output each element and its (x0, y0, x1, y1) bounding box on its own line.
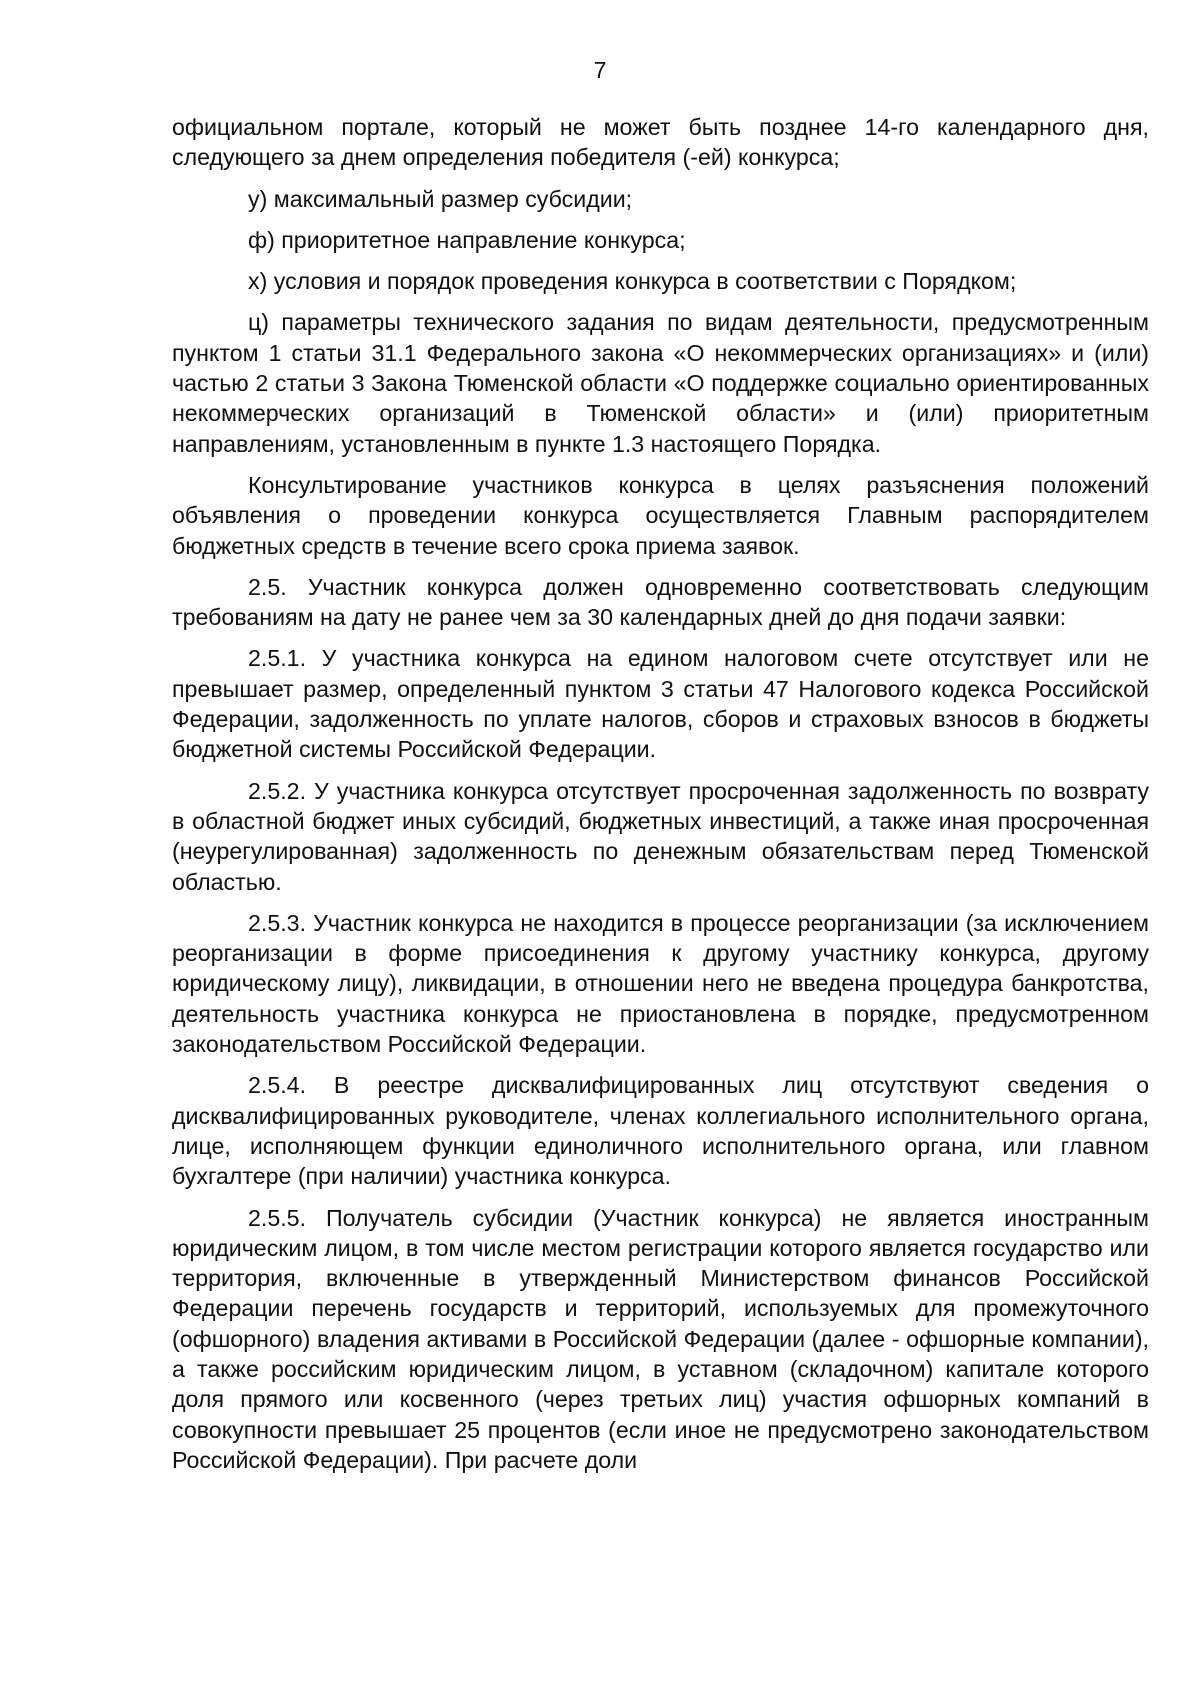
paragraph-consulting: Консультирование участников конкурса в целях разъяснения положений объявления о проведении конкурса осуществляется Главным распорядителем бюджетных средств в течение всего срока приема заявок. (172, 471, 1149, 559)
paragraph-2-5-2: 2.5.2. У участника конкурса отсутствует просроченная задолженность по возврату в областной бюджет иных субсидий, бюджетных инвестиций, а также иная просроченная (неурегулированная) задолженность по денежным обязательствам перед Тюменской областью. (172, 777, 1149, 895)
paragraph-2-5-1: 2.5.1. У участника конкурса на едином налоговом счете отсутствует или не превышает размер, определенный пунктом 3 статьи 47 Налогового кодекса Российской Федерации, задолженность по уплате налогов, сборов и страховых взносов в бюджеты бюджетной системы Российской Федерации. (172, 645, 1149, 763)
document-body (172, 112, 1149, 1486)
paragraph-2-5: 2.5. Участник конкурса должен одновременно соответствовать следующим требованиям на дату не ранее чем за 30 календарных дней до дня подачи заявки: (172, 573, 1149, 631)
page-number: 7 (593, 57, 607, 83)
paragraph-item-u: у) максимальный размер субсидии; (248, 185, 633, 212)
paragraph-continuation: официальном портале, который не может быть позднее 14-го календарного дня, следующего за днем определения победителя (-ей) конкурса; (172, 114, 1149, 171)
paragraph-2-5-4: 2.5.4. В реестре дисквалифицированных лиц отсутствуют сведения о дисквалифицированных руководителе, членах коллегиального исполнительного органа, лице, исполняющем функции единоличного исполнительного органа, или главном бухгалтере (при наличии) участника конкурса. (172, 1072, 1149, 1190)
paragraph-item-kh: х) условия и порядок проведения конкурса в соответствии с Порядком; (248, 268, 1017, 295)
paragraph-2-5-3: 2.5.3. Участник конкурса не находится в процессе реорганизации (за исключением реорганизации в форме присоединения к другому участнику конкурса, другому юридическому лицу), ликвидации, в отношении него не введена процедура банкротства, деятельность участника конкурса не приостановлена в порядке, предусмотренном законодательством Российской Федерации. (172, 909, 1149, 1058)
paragraph-item-ts: ц) параметры технического задания по видам деятельности, предусмотренным пунктом 1 статьи 31.1 Федерального закона «О некоммерческих организациях» и (или) частью 2 статьи 3 Закона Тюменской области «О поддержке социально ориентированных некоммерческих организаций в Тюменской области» и (или) приоритетным направлениям, установленным в пункте 1.3 настоящего Порядка. (172, 309, 1149, 457)
paragraph-2-5-5: 2.5.5. Получатель субсидии (Участник конкурса) не является иностранным юридическим лицом, в том числе местом регистрации которого является государство или территория, включенные в утвержденный Министерством финансов Российской Федерации перечень государств и территорий, используемых для промежуточного (офшорного) владения активами в Российской Федерации (далее - офшорные компании), а также российским юридическим лицом, в уставном (складочном) капитале которого доля прямого или косвенного (через третьих лиц) участия офшорных компаний в совокупности превышает 25 процентов (если иное не предусмотрено законодательством Российской Федерации). При расчете доли (172, 1204, 1149, 1473)
paragraph-item-f: ф) приоритетное направление конкурса; (248, 226, 686, 253)
